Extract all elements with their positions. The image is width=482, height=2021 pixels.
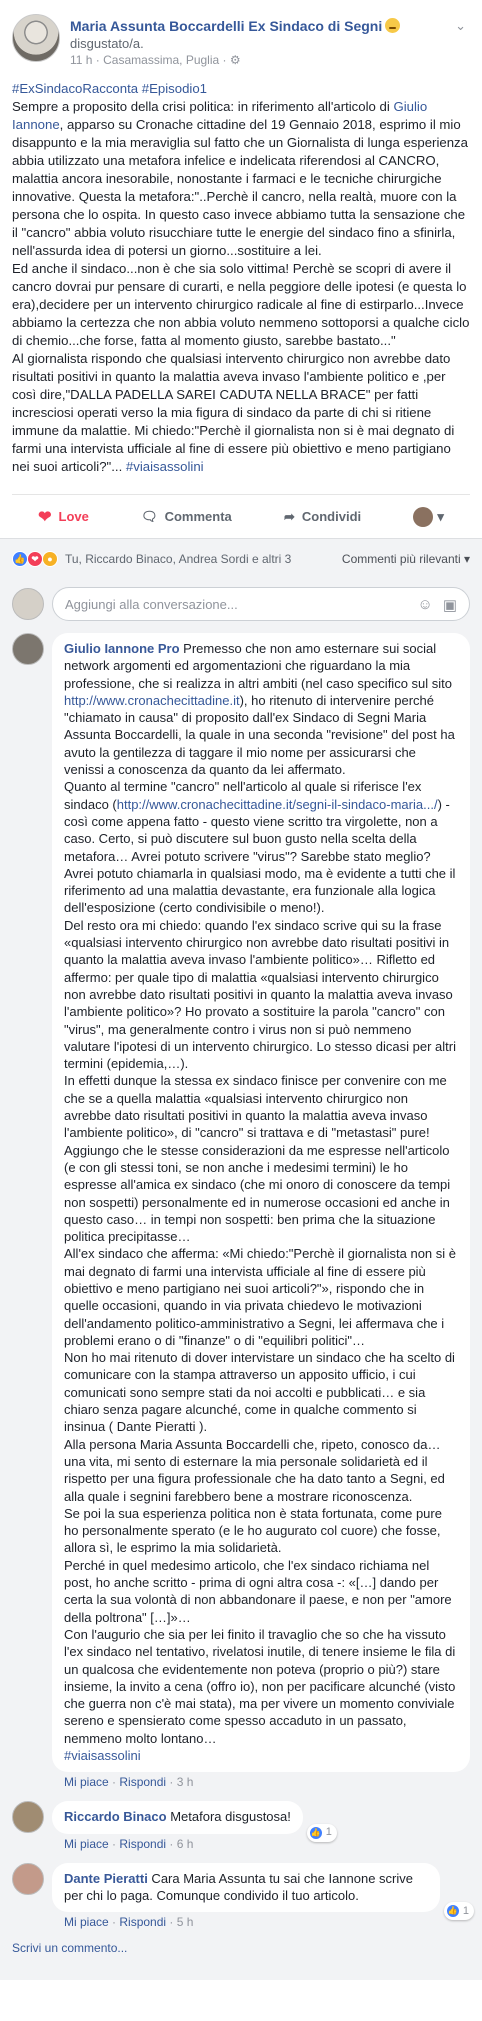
comment-text: Cara Maria Assunta tu sai che Iannone scrive per chi lo paga. Comunque condivido il tuo articolo. [64,1870,414,1903]
reactions-summary[interactable] [12,551,291,567]
post-meta [70,14,400,74]
comment-icon: 🗨 [141,508,158,524]
reaction-as-selector[interactable] [413,507,444,527]
comment-text: Con l'augurio che sia per lei finito il travaglio che so che ha vissuto l'ex sindaco nel tentativo, rivelatosi inutile, di tenere insieme le fila di un qualcosa che evidentemente non poteva (proprio o più?) stare insieme, la invito a cena (offro io), non per pacificare alcunché (visto che guerra non c'è mai stata), ma per vivere un momento conviviale sereno e spensierato come spesso accaduto in un passato, nemmeno molto lontano… [64,1626,456,1746]
comment-like-count[interactable] [307,1824,337,1842]
sticker-icon[interactable]: ▣ [442,597,457,614]
comment-text: All'ex sindaco che afferma: «Mi chiedo:"Perchè il giornalista non si è mai degnato di farmi una intervista ufficiale al fine di essere più obiettivo e meno partigiano nei suoi articoli?"», rispondo che in quelle occasioni, quando in via privata chiedevo le motivazioni dell'andamento politico-amministrativo a Segni, lei affermava che i problemi erano o di "finanze" o di "equilibri politici"… [64,1246,457,1348]
comment-author[interactable]: Giulio Iannone Pro [64,641,180,656]
comment-body [52,633,470,1789]
comment-bubble [52,633,470,1772]
share-label: Condividi [301,509,362,524]
comment-like-button[interactable]: Mi piace [64,1775,109,1790]
comment-text: Non ho mai ritenuto di dover intervistare un sindaco che ha scelto di comunicare con la stampa attraverso un apposito ufficio, i cui comunicati sono sempre stati da noi accolti e pubblicati… e sia chiaro senza pagare alcunché, come in qualche commento si insinua ( Dante Pieratti ). [64,1350,455,1435]
love-reaction-icon: ❤ [27,551,43,567]
comment-like-count[interactable] [444,1902,474,1920]
comment-time[interactable]: 3 h [176,1775,194,1790]
sort-label: Commenti più rilevanti [341,552,461,566]
commenter-avatar[interactable] [12,1801,44,1833]
comment-text: Aggiungo che le stesse considerazioni da me espresse nell'articolo (e con gli stessi toni, se non anche i medesimi termini) le ho espresse all'amica ex sindaco (che mi onoro di conoscere da tempi non sospetti) personalmente ed in numerose occasioni ed anche in questo caso… in tempi non sospetti: ben prima che la situazione politica precipitasse… [64,1142,451,1245]
author-avatar[interactable] [12,14,60,62]
comment-reply-button[interactable]: Rispondi [119,1775,167,1790]
like-reaction-icon: 👍 [309,1826,323,1840]
share-icon: ➦ [284,508,295,524]
user-mini-avatar [413,507,433,527]
emoji-icon[interactable]: ☺ [417,596,433,613]
like-count: 1 [462,1904,469,1917]
comment-time[interactable]: 5 h [176,1915,194,1930]
heart-icon: ❤ [38,508,52,526]
comment-link[interactable]: http://www.cronachecittadine.it/segni-il-sindaco-maria.../ [116,796,438,812]
comment-composer [12,587,470,621]
post-subline: 11 h · Casamassima, Puglia · ⚙ [70,53,241,67]
commenter-avatar[interactable] [12,633,44,665]
post-hashtags[interactable]: #ExSindacoRacconta #Episodio1 [12,81,208,96]
comment-text: Alla persona Maria Assunta Boccardelli che, ripeto, conosco da… una vita, mi sento di esternare la mia personale solidarietà ed il rispetto per una figura professionale che ha dato tanto a Segni, ed alla quale i segnini farebbero bene a mostrare riconoscenza. [64,1436,445,1504]
comment-author[interactable]: Riccardo Binaco [64,1809,167,1825]
comment-item [12,633,470,1789]
comment-item [12,1863,470,1930]
comment-link[interactable]: http://www.cronachecittadine.it [64,692,240,708]
post-body [12,74,470,476]
angry-reaction-icon: ● [42,551,58,567]
chevron-down-icon[interactable]: ⌄ [455,18,466,33]
comment-like-button[interactable]: Mi piace [64,1915,109,1930]
love-label: Love [58,509,89,524]
post-tag-link[interactable]: #viaisassolini [125,459,204,474]
comments-area [0,538,482,1980]
comment-body [52,1863,470,1930]
commenter-avatar[interactable] [12,1863,44,1895]
comment-text: Perché in quel medesimo articolo, che l'ex sindaco richiama nel post, ho anche scritto - prima di ogni altra cosa -: «[…] dando per certa la sua volontà di non abbandonare il paese, e non per "amore della poltrona" […]»… [64,1557,452,1625]
love-button[interactable] [38,507,89,527]
post [0,0,482,538]
comment-text: Premesso che non amo esternare sui social network argomenti ed argomentazioni che riguardano la mia professione, che si realizza in altri ambiti (nel caso specifico sul sito [64,641,453,691]
comment-input[interactable] [52,587,470,621]
feeling-text: disgustato/a. [70,36,144,51]
comment-actions: Mi piace · Rispondi · 3 h [64,1775,194,1790]
comment-text: Quanto al termine "cancro" nell'articolo al quale si riferisce l'ex sindaco ( [64,779,422,812]
comment-like-button[interactable]: Mi piace [64,1836,109,1851]
post-text-2: , apparso su Cronache cittadine del 19 Gennaio 2018, esprimo il mio disappunto e la mia meraviglia sul fatto che un Giornalista di lunga esperienza abbia utilizzato una metafora infelice e indelicata riferendosi al CANCRO, malattia ancora inesorabile, nonostante i farmaci e le tecniche chirurgiche innovative. Questa la metafora:"..Perchè il cancro, nella realtà, muore con la persona che lo ospita. In questo caso invece abbiamo tutta la sensazione che il "cancro" abbia voluto risucchiare tutte le energie del sindaco fino a sfinirla, nell'assurda idea di potersi un giorno...sostituire a lei. [12,117,468,258]
caret-down-icon: ▾ [437,508,444,524]
post-actions [12,494,470,538]
comment-bubble [52,1801,332,1838]
write-comment-link[interactable]: Scrivi un commento... [12,1941,128,1956]
author-name[interactable]: Maria Assunta Boccardelli Ex Sindaco di Segni [70,18,383,34]
globe-icon: ⚙ [229,53,241,67]
comment-button[interactable] [141,509,232,525]
share-button[interactable] [284,509,361,525]
comments-sort-dropdown[interactable] [342,552,470,566]
comment-item [12,1801,470,1850]
comment-actions: Mi piace · Rispondi · 6 h [64,1836,194,1851]
post-location[interactable]: Casamassima, Puglia [103,53,220,67]
reactions-row [12,549,470,569]
comment-hashtag[interactable]: #viaisassolini [64,1748,141,1763]
comment-text: Metafora disgustosa! [166,1809,291,1825]
tagged-user-link[interactable]: Giulio Iannone [12,99,428,132]
comment-author[interactable]: Dante Pieratti [64,1870,148,1886]
author-line [70,17,400,35]
post-text-3: Ed anche il sindaco...non è che sia solo vittima! Perchè se scopri di avere il cancro dovrai pur pensare di curarti, e nella peggiore delle ipotesi (e questa lo era),decidere per un intervento chirurgico radicale al fine di estirparlo...Invece abbiamo la certezza che non abbia voluto nemmeno sottoporsi a qualche ciclo di chemio...che forse, fatta al momento giusto, sarebbe bastato..." [12,261,470,348]
comment-label: Commenta [164,509,232,524]
comment-reply-button[interactable]: Rispondi [119,1915,167,1930]
comment-text: Se poi la sua esperienza politica non è stata fortunata, come pure ho personalmente sperato (e le ho augurato col cuore) che fosse, allora sì, le esprimo la mia solidarietà. [64,1505,442,1556]
post-header [12,14,470,74]
comment-bubble [52,1863,469,1917]
comment-time[interactable]: 6 h [176,1836,194,1851]
comment-text: ), ho ritenuto di intervenire perché "chiamato in causa" di proposito dall'ex Sindaco di Segni Maria Assunta Boccardelli, la quale in una seconda "revisione" del post ha avuto la gentilezza di taggare il mio nome per assicurarsi che venissi a conoscenza da quanto da lei affermato. [64,692,455,778]
comment-text: Del resto ora mi chiedo: quando l'ex sindaco scrive qui su la frase «qualsiasi intervento chirurgico non avrebbe dato risultati positivi in quanto la malattia aveva invaso l'ambiente politico»… Rifletto ed affermo: per quale tipo di malattia «qualsiasi intervento chirurgico non avrebbe dato risultati positivi in quanto la malattia aveva invaso l'ambiente politico»? Ho provato a sostituire la parola "cancro" con "virus", ma generalmente contro i virus non si può nemmeno valutare l'ipotesi di un intervento chirurgico. Lo stesso dicasi per altri termini (epidemia,…). [64,917,456,1072]
comment-text: ) - così come appena fatto - questo viene scritto tra virgolette, non a caso. Certo, si può discutere sul buon gusto nella scelta della metafora… Avrei potuto scrivere "virus"? Sarebbe stato meglio? [64,796,450,864]
like-count: 1 [325,1825,332,1838]
composer-icons [417,596,457,614]
comment-text: In effetti dunque la stessa ex sindaco finisce per convenire con me che se a quella malattia «qualsiasi intervento chirurgico non avrebbe dato risultati positivi in quanto la malattia aveva invaso l'ambiente politico», di "cancro" si trattava e di "metastasi" pure! [64,1073,447,1141]
comment-placeholder: Aggiungi alla conversazione... [65,596,238,612]
like-reaction-icon: 👍 [446,1904,460,1918]
disgusted-emoji-icon [385,18,400,33]
comment-text: Avrei potuto chiamarla in qualsiasi modo, ma è evidente a tutti che il riferimento ad una malattia devastante, era funzionale alla logica dell'esposizione (certo condivisibile o meno!). [64,865,456,916]
comment-reply-button[interactable]: Rispondi [119,1836,167,1851]
post-text-4: Al giornalista rispondo che qualsiasi intervento chirurgico non avrebbe dato risultati positivi in quanto la malattia aveva invaso l'ambiente politico e ,per così dire,"DALLA PADELLA SAREI CADUTA NELLA BRACE" per fatti incresciosi operati verso la mia figura di sindaco da parte di chi si ritiene immune da malattie. Mi chiedo:"Perchè il giornalista non si è mai degnato di farmi una intervista ufficiale al fine di essere più obiettivo e meno partigiano nei suoi articoli?"... [12,351,455,474]
comment-actions: Mi piace · Rispondi · 5 h [64,1915,194,1930]
post-text-1: Sempre a proposito della crisi politica: in riferimento all'articolo di [12,99,394,114]
like-reaction-icon: 👍 [12,551,28,567]
caret-down-icon: ▾ [463,552,470,566]
composer-avatar [12,588,44,620]
reactors-names[interactable]: Tu, Riccardo Binaco, Andrea Sordi e altri 3 [65,552,292,566]
comment-body [52,1801,470,1850]
post-time[interactable]: 11 h [70,53,93,67]
